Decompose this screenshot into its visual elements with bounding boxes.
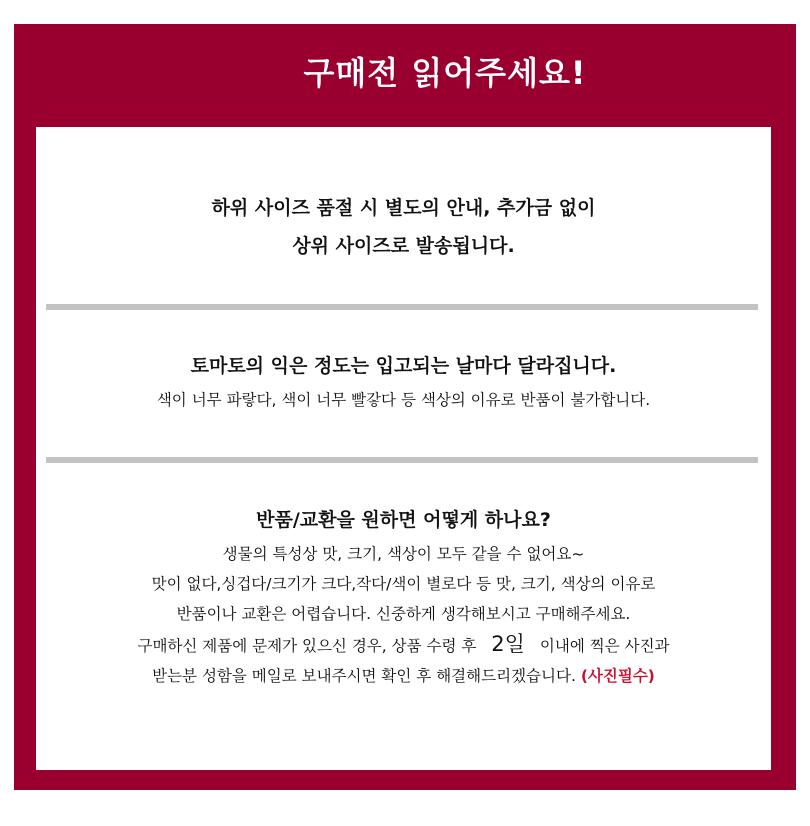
return-line-4-end: 이내에 찍은 사진과 (539, 637, 670, 655)
section-return-policy (36, 501, 771, 691)
divider-2 (46, 457, 758, 463)
return-line-1: 생물의 특성상 맛, 크기, 색상이 모두 같을 수 없어요~ (222, 545, 585, 563)
return-days: 2일 (491, 632, 525, 656)
size-notice-line-2: 상위 사이즈로 발송됩니다. (292, 235, 515, 257)
return-line-4-start: 구매하신 제품에 문제가 있으신 경우, 상품 수령 후 (137, 637, 477, 655)
page-title: 구매전 읽어주세요! (303, 54, 587, 92)
notice-panel (36, 127, 771, 770)
return-line-2: 맛이 없다,싱겁다/크기가 크다,작다/색이 별로다 등 맛, 크기, 색상의 이유로 (151, 575, 656, 593)
return-line-5-text: 받는분 성함을 메일로 보내주시면 확인 후 해결해드리겠습니다. (152, 667, 576, 685)
section-size-notice (36, 189, 771, 265)
size-notice-line-1: 하위 사이즈 품절 시 별도의 안내, 추가금 없이 (211, 197, 596, 219)
return-line-4 (36, 629, 771, 661)
ripeness-heading: 토마토의 익은 정도는 입고되는 날마다 달라집니다. (190, 355, 617, 377)
photo-required-note: (사진필수) (580, 667, 655, 685)
return-line-5 (36, 661, 771, 691)
divider-1 (46, 304, 758, 310)
section-ripeness-notice (36, 347, 771, 415)
ripeness-line-1: 색이 너무 파랗다, 색이 너무 빨갛다 등 색상의 이유로 반품이 불가합니다. (156, 391, 651, 409)
return-heading: 반품/교환을 원하면 어떻게 하나요? (256, 509, 551, 531)
return-line-3: 반품이나 교환은 어렵습니다. 신중하게 생각해보시고 구매해주세요. (176, 605, 631, 623)
